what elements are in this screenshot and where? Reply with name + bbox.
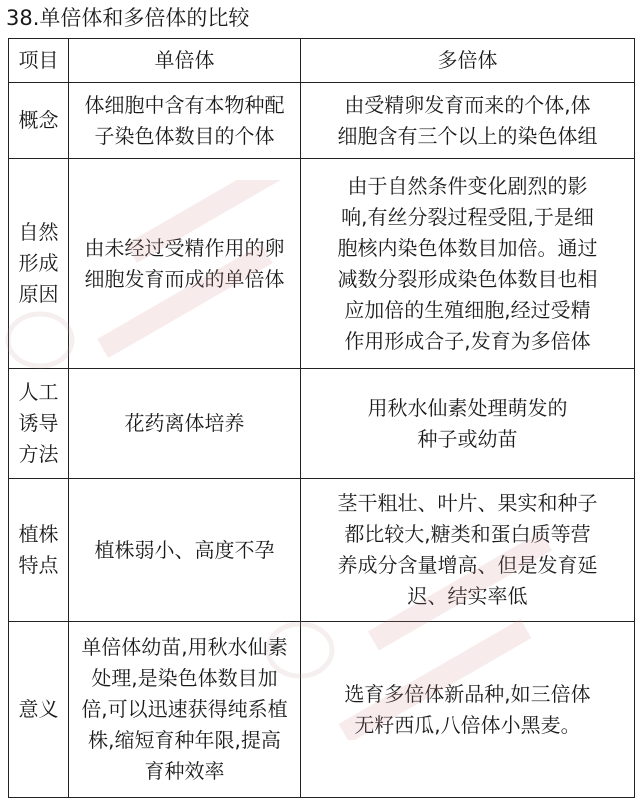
row-label-line: 原因 [18, 282, 59, 306]
row-label-line: 植株 [18, 522, 59, 546]
haploid-text-line: 体细胞中含有本物种配 [84, 92, 285, 117]
haploid-cell [69, 369, 301, 479]
haploid-text-line: 子染色体数目的个体 [94, 123, 275, 148]
polyploid-text-line: 无籽西瓜,八倍体小黑麦。 [354, 712, 581, 737]
polyploid-cell [301, 369, 635, 479]
haploid-text-line: 花药离体培养 [124, 411, 245, 435]
table-header-row [9, 39, 635, 83]
polyploid-text-line: 响,有丝分裂过程受阻,于是细 [341, 204, 594, 229]
polyploid-text-line: 胞核内染色体数目加倍。通过 [337, 235, 598, 260]
header-cell-item: 项目 [9, 39, 69, 83]
row-label-line: 特点 [18, 553, 59, 577]
table-row-significance [9, 622, 635, 798]
haploid-text-line: 单倍体幼苗,用秋水仙素 [81, 635, 288, 659]
row-label-cell [9, 622, 69, 798]
polyploid-cell [301, 159, 635, 369]
polyploid-text-line: 用秋水仙素处理萌发的 [367, 395, 568, 420]
row-label-line: 形成 [18, 251, 59, 275]
comparison-table [8, 38, 635, 798]
polyploid-cell [301, 622, 635, 798]
polyploid-text-line: 都比较大,糖类和蛋白质等营 [344, 522, 591, 546]
polyploid-text-line: 应加倍的生殖细胞,经过受精 [344, 297, 591, 322]
haploid-cell [69, 159, 301, 369]
polyploid-cell [301, 83, 635, 159]
polyploid-text-line: 茎干粗壮、叶片、果实和种子 [337, 491, 598, 515]
haploid-text-line: 株,缩短育种年限,提高 [88, 728, 281, 752]
haploid-cell [69, 83, 301, 159]
row-label-line: 诱导 [18, 411, 59, 435]
polyploid-text-line: 种子或幼苗 [417, 426, 518, 451]
table-row-artificial-method [9, 369, 635, 479]
haploid-text-line: 植株弱小、高度不孕 [94, 537, 275, 562]
row-label-cell [9, 369, 69, 479]
table-row-natural-cause [9, 159, 635, 369]
haploid-text-line: 倍,可以迅速获得纯系植 [81, 697, 288, 721]
polyploid-text-line: 作用形成合子,发育为多倍体 [344, 328, 591, 353]
row-label-cell [9, 479, 69, 622]
row-label-line: 方法 [18, 442, 59, 466]
polyploid-text-line: 由于自然条件变化剧烈的影 [347, 173, 588, 198]
polyploid-text-line: 细胞含有三个以上的染色体组 [337, 123, 598, 148]
polyploid-text-line: 养成分含量增高、但是发育延 [337, 553, 598, 577]
table-row-concept [9, 83, 635, 159]
haploid-text-line: 细胞发育而成的单倍体 [84, 266, 285, 291]
haploid-cell [69, 479, 301, 622]
row-label-cell [9, 159, 69, 369]
row-label-line: 人工 [18, 380, 59, 404]
row-label-line: 意义 [18, 697, 59, 721]
polyploid-text-line: 减数分裂形成染色体数目也相 [337, 266, 598, 291]
haploid-cell [69, 622, 301, 798]
row-label-line: 概念 [18, 108, 59, 132]
table-row-plant-traits [9, 479, 635, 622]
polyploid-text-line: 选育多倍体新品种,如三倍体 [344, 681, 591, 706]
polyploid-text-line: 迟、结实率低 [407, 584, 528, 608]
polyploid-text-line: 由受精卵发育而来的个体,体 [344, 92, 591, 117]
haploid-text-line: 由未经过受精作用的卵 [84, 235, 285, 260]
page-title: 38.单倍体和多倍体的比较 [6, 6, 250, 30]
polyploid-cell [301, 479, 635, 622]
haploid-text-line: 处理,是染色体数目加 [91, 666, 278, 690]
header-cell-haploid: 单倍体 [69, 39, 301, 83]
header-cell-polyploid: 多倍体 [301, 39, 635, 83]
row-label-cell [9, 83, 69, 159]
row-label-line: 自然 [18, 220, 59, 244]
haploid-text-line: 育种效率 [144, 759, 225, 783]
